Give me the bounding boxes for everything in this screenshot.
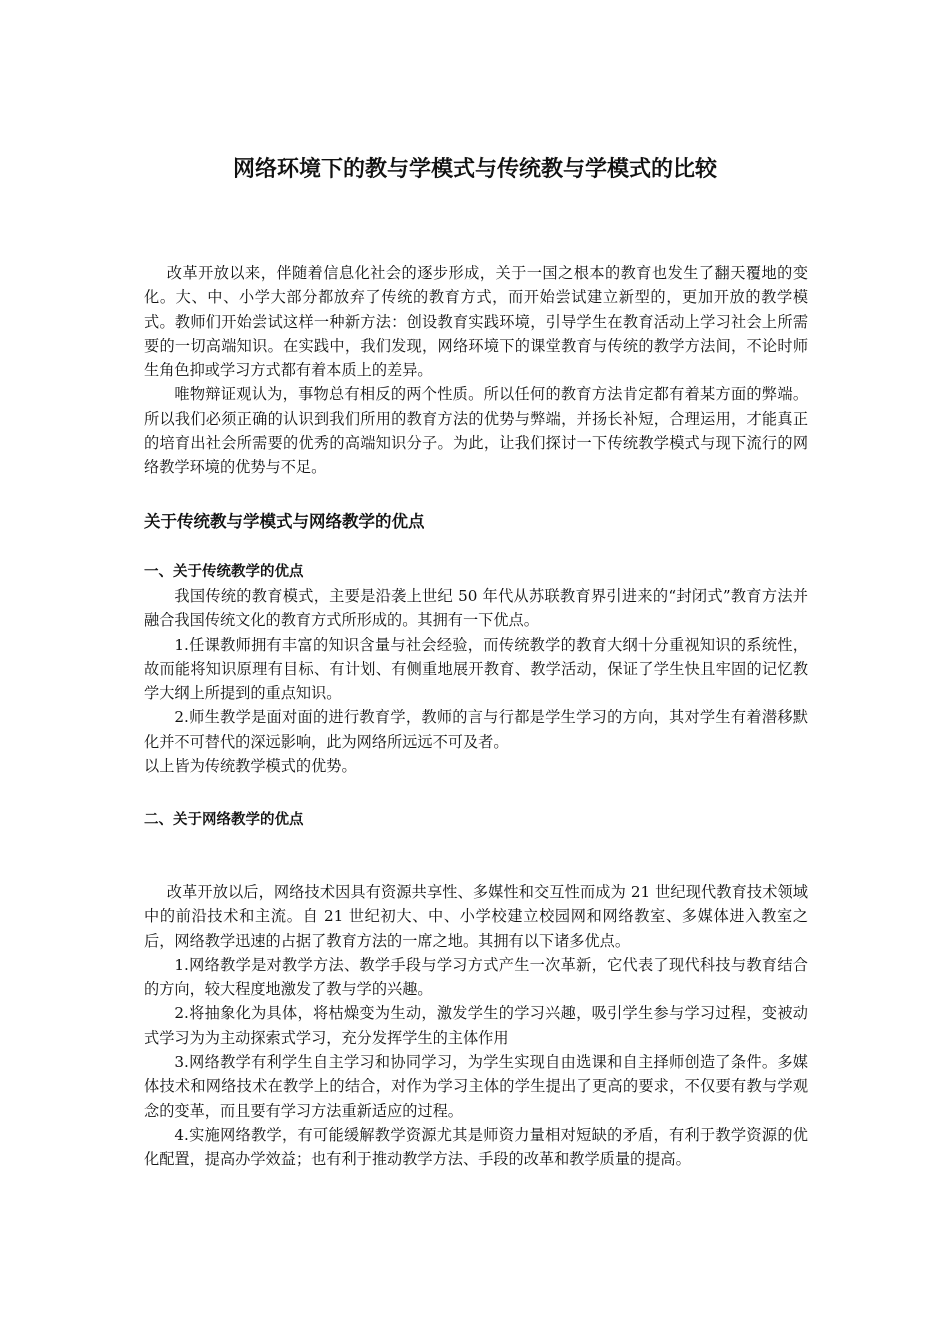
sub2-paragraph-1: 改革开放以后，网络技术因具有资源共享性、多媒性和交互性而成为 21 世纪现代教育技术领域中的前沿技术和主流。自 21 世纪初大、中、小学校建立校园网和网络教室、多媒体进入教室之后，网络教学迅速的占据了教育方法的一席之地。其拥有以下诸多优点。 <box>144 883 808 950</box>
section-heading: 关于传统教与学模式与网络教学的优点 <box>144 512 425 531</box>
document-title: 网络环境下的教与学模式与传统教与学模式的比较 <box>232 157 717 182</box>
sub1-paragraph-1: 我国传统的教育模式，主要是沿袭上世纪 50 年代从苏联教育界引进来的“封闭式”教育方法并融合我国传统文化的教育方式所形成的。其拥有一下优点。 <box>144 587 808 630</box>
sub2-paragraph-3: 2.将抽象化为具体，将枯燥变为生动，激发学生的学习兴趣，吸引学生参与学习过程，变被动式学习为为主动探索式学习，充分发挥学生的主体作用 <box>144 1004 808 1047</box>
subsection-1-body <box>144 584 808 778</box>
subsection-2-heading: 二、关于网络教学的优点 <box>144 812 304 828</box>
sub1-paragraph-3: 2.师生教学是面对面的进行教育学，教师的言与行都是学生学习的方向，其对学生有着潜移默化并不可替代的深远影响，此为网络所远远不可及者。 <box>144 708 808 751</box>
sub1-paragraph-2: 1.任课教师拥有丰富的知识含量与社会经验，而传统教学的教育大纲十分重视知识的系统性，故而能将知识原理有目标、有计划、有侧重地展开教育、教学活动，保证了学生快且牢固的记忆教学大纲上所提到的重点知识。 <box>144 635 808 703</box>
subsection-2-body <box>144 880 808 1172</box>
intro-paragraph-1: 改革开放以来，伴随着信息化社会的逐步形成，关于一国之根本的教育也发生了翻天覆地的变化。大、中、小学大部分都放弃了传统的教育方式，而开始尝试建立新型的，更加开放的教学模式。教师们开始尝试这样一种新方法：创设教育实践环境，引导学生在教育活动上学习社会上所需要的一切高端知识。在实践中，我们发现，网络环境下的课堂教育与传统的教学方法间，不论时师生角色抑或学习方式都有着本质上的差异。 <box>144 264 808 380</box>
intro-block <box>144 261 808 480</box>
sub2-paragraph-5: 4.实施网络教学，有可能缓解教学资源尤其是师资力量相对短缺的矛盾，有利于教学资源的优化配置，提高办学效益；也有利于推动教学方法、手段的改革和教学质量的提高。 <box>144 1125 808 1169</box>
intro-paragraph-2: 唯物辩证观认为，事物总有相反的两个性质。所以任何的教育方法肯定都有着某方面的弊端。所以我们必须正确的认识到我们所用的教育方法的优势与弊端，并扬长补短，合理运用，才能真正的培育出社会所需要的优秀的高端知识分子。为此，让我们探讨一下传统教学模式与现下流行的网络教学环境的优势与不足。 <box>144 385 808 477</box>
sub2-paragraph-2: 1.网络教学是对教学方法、教学手段与学习方式产生一次革新，它代表了现代科技与教育结合的方向，较大程度地激发了教与学的兴趣。 <box>144 955 808 999</box>
subsection-1-heading: 一、关于传统教学的优点 <box>144 564 304 580</box>
sub2-paragraph-4: 3.网络教学有利学生自主学习和协同学习，为学生实现自由选课和自主择师创造了条件。多媒体技术和网络技术在教学上的结合，对作为学习主体的学生提出了更高的要求，不仅要有教与学观念的变革，而且要有学习方法重新适应的过程。 <box>144 1053 808 1120</box>
sub1-summary: 以上皆为传统教学模式的优势。 <box>144 757 357 776</box>
